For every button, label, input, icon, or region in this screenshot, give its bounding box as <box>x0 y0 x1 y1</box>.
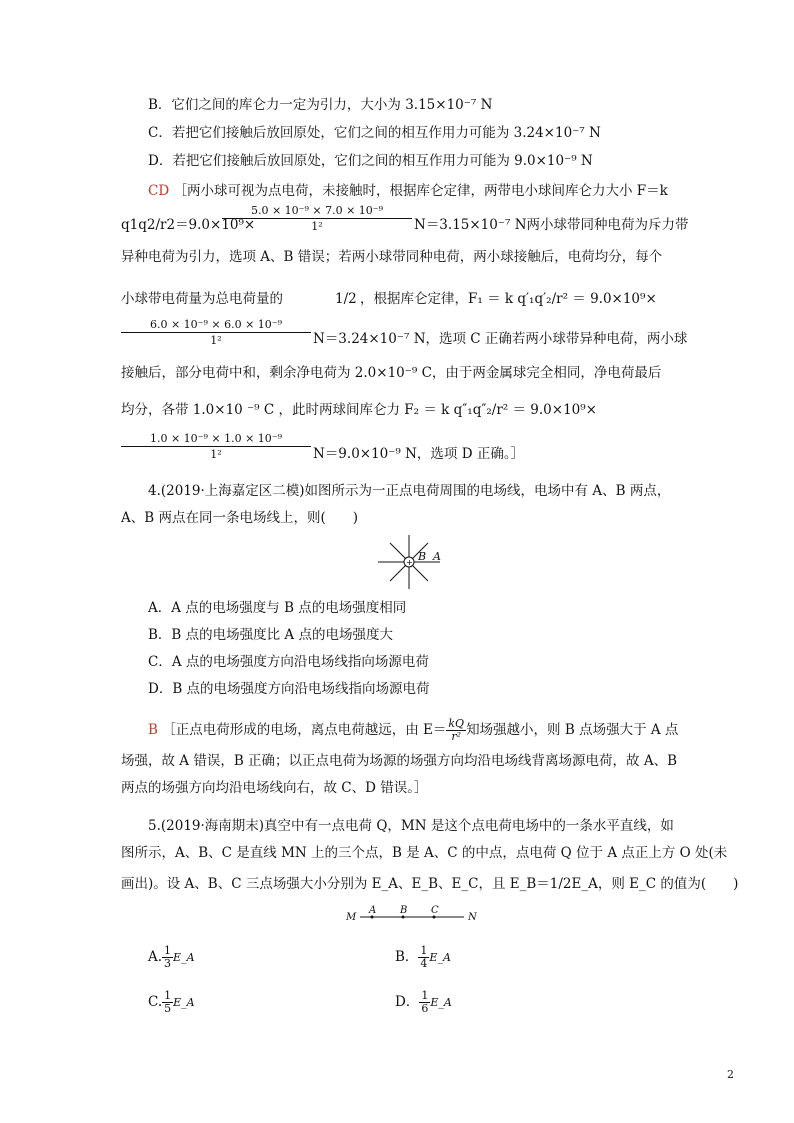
q3-half: 1/2 <box>335 291 357 307</box>
q3-fraction-1: $\frac{\text{5.0 × 10⁻⁹ × 7.0 × 10⁻⁹}}{\text{1²}}$ <box>222 204 412 233</box>
q3-option-c: C．若把它们接触后放回原处，它们之间的相互作用力可能为 3.24×10⁻⁷ N <box>148 125 601 141</box>
q4-option-c: C．A 点的电场强度方向沿电场线指向场源电荷 <box>148 654 429 670</box>
q4-fig-label-a: A <box>433 550 441 563</box>
q5-option-b: B． $\frac{1}{4}$ E_A <box>395 944 451 970</box>
q5-stem-line2: 图所示，A、B、C 是直线 MN 上的三个点，B 是 A、C 的中点，点电荷 Q 位于 A 点正上方 O 处(未 <box>121 845 728 861</box>
q3-answer-line1: CD ［两小球可视为点电荷，未接触时，根据库仑定律，两带电小球间库仑力大小 F＝k <box>148 183 668 199</box>
q5-label-m: M <box>346 912 357 923</box>
q5-stem-line3: 画出)。设 A、B、C 三点场强大小分别为 E_A、E_B、E_C，且 E_B＝1/2E_A，则 E_C 的值为( ) <box>121 876 739 892</box>
q3-answer-line3: 异种电荷为引力，选项 A、B 错误；若两小球带同种电荷，两小球接触后，电荷均分，每个 <box>121 249 663 265</box>
q4-kq-fraction: $\frac{kQ}{\text{r²}}$ <box>448 717 465 743</box>
q5-option-d: D． $\frac{1}{6}$ E_A <box>395 989 452 1015</box>
q5-option-a: A. $\frac{1}{3}$ E_A <box>148 944 195 970</box>
q4-option-b: B．B 点的电场强度比 A 点的电场强度大 <box>148 627 393 643</box>
q4-fig-label-b: B <box>418 550 427 563</box>
q4-stem-line2: A、B 两点在同一条电场线上，则( ) <box>121 510 358 526</box>
q3-fraction-2: $\frac{\text{6.0 × 10⁻⁹ × 6.0 × 10⁻⁹}}{\text{1²}}$ <box>121 318 311 347</box>
q3-answer-line2-left: q1q2/r2＝9.0×10⁹× <box>121 217 256 233</box>
q5-label-b: B <box>400 905 408 916</box>
q4-answer-key: B <box>148 722 158 738</box>
q3-fraction-3: $\frac{\text{1.0 × 10⁻⁹ × 1.0 × 10⁻⁹}}{\text{1²}}$ <box>121 432 311 461</box>
q3-option-d: D．若把它们接触后放回原处，它们之间的相互作用力可能为 9.0×10⁻⁹ N <box>148 153 593 169</box>
q3-option-b: B．它们之间的库仑力一定为引力，大小为 3.15×10⁻⁷ N <box>148 97 493 113</box>
q5-stem-line1: 5.(2019·海南期末)真空中有一点电荷 Q，MN 是这个点电荷电场中的一条水平直线，如 <box>148 818 674 834</box>
page-number: 2 <box>727 1068 734 1081</box>
q4-option-d: D．B 点的电场强度方向沿电场线指向场源电荷 <box>148 681 430 697</box>
q4-answer-line2: 场强，故 A 错误，B 正确；以正点电荷为场源的场强方向均沿电场线背离场源电荷，故 A、B <box>121 753 678 769</box>
q5-option-c: C. $\frac{1}{5}$ E_A <box>148 989 195 1015</box>
q3-answer-line4-right: ，根据库仑定律，F₁ ＝ k q′₁q′₂/r² ＝ 9.0×10⁹× <box>360 291 657 307</box>
q3-answer-line4-left: 小球带电荷量为总电荷量的 <box>121 291 283 307</box>
plus-sign-icon: + <box>406 558 413 567</box>
q5-label-n: N <box>468 912 477 923</box>
q4-option-a: A．A 点的电场强度与 B 点的电场强度相同 <box>148 600 407 616</box>
q3-answer-line6: 接触后，部分电荷中和，剩余净电荷为 2.0×10⁻⁹ C，由于两金属球完全相同，净电荷最后 <box>121 365 662 381</box>
q5-label-c: C <box>431 905 439 916</box>
q3-answer-line5-right: N＝3.24×10⁻⁷ N，选项 C 正确若两小球带异种电荷，两小球 <box>313 331 688 347</box>
q5-line-figure <box>348 905 478 925</box>
q4-stem-line1: 4.(2019·上海嘉定区二模)如图所示为一正点电荷周围的电场线，电场中有 A、B 两点， <box>148 483 671 499</box>
q4-answer-line3: 两点的场强方向均沿电场线向右，故 C、D 错误。］ <box>121 780 428 796</box>
q3-answer-line8-right: N＝9.0×10⁻⁹ N，选项 D 正确。］ <box>313 446 525 462</box>
q3-answer-line7: 均分，各带 1.0×10 ⁻⁹ C ，此时两球间库仑力 F₂ ＝ k q″₁q″₂/r² ＝ 9.0×10⁹× <box>121 402 597 418</box>
q3-answer-line2-right: N＝3.15×10⁻⁷ N两小球带同种电荷为斥力带 <box>414 217 689 233</box>
q5-label-a: A <box>369 905 377 916</box>
q3-answer-key: CD <box>148 183 170 199</box>
q4-answer-line1: B ［正点电荷形成的电场，离点电荷越远，由 E＝ $\frac{kQ}{\text{r²}}$ 知场强越小，则 B 点场强大于 A 点 <box>148 717 679 743</box>
